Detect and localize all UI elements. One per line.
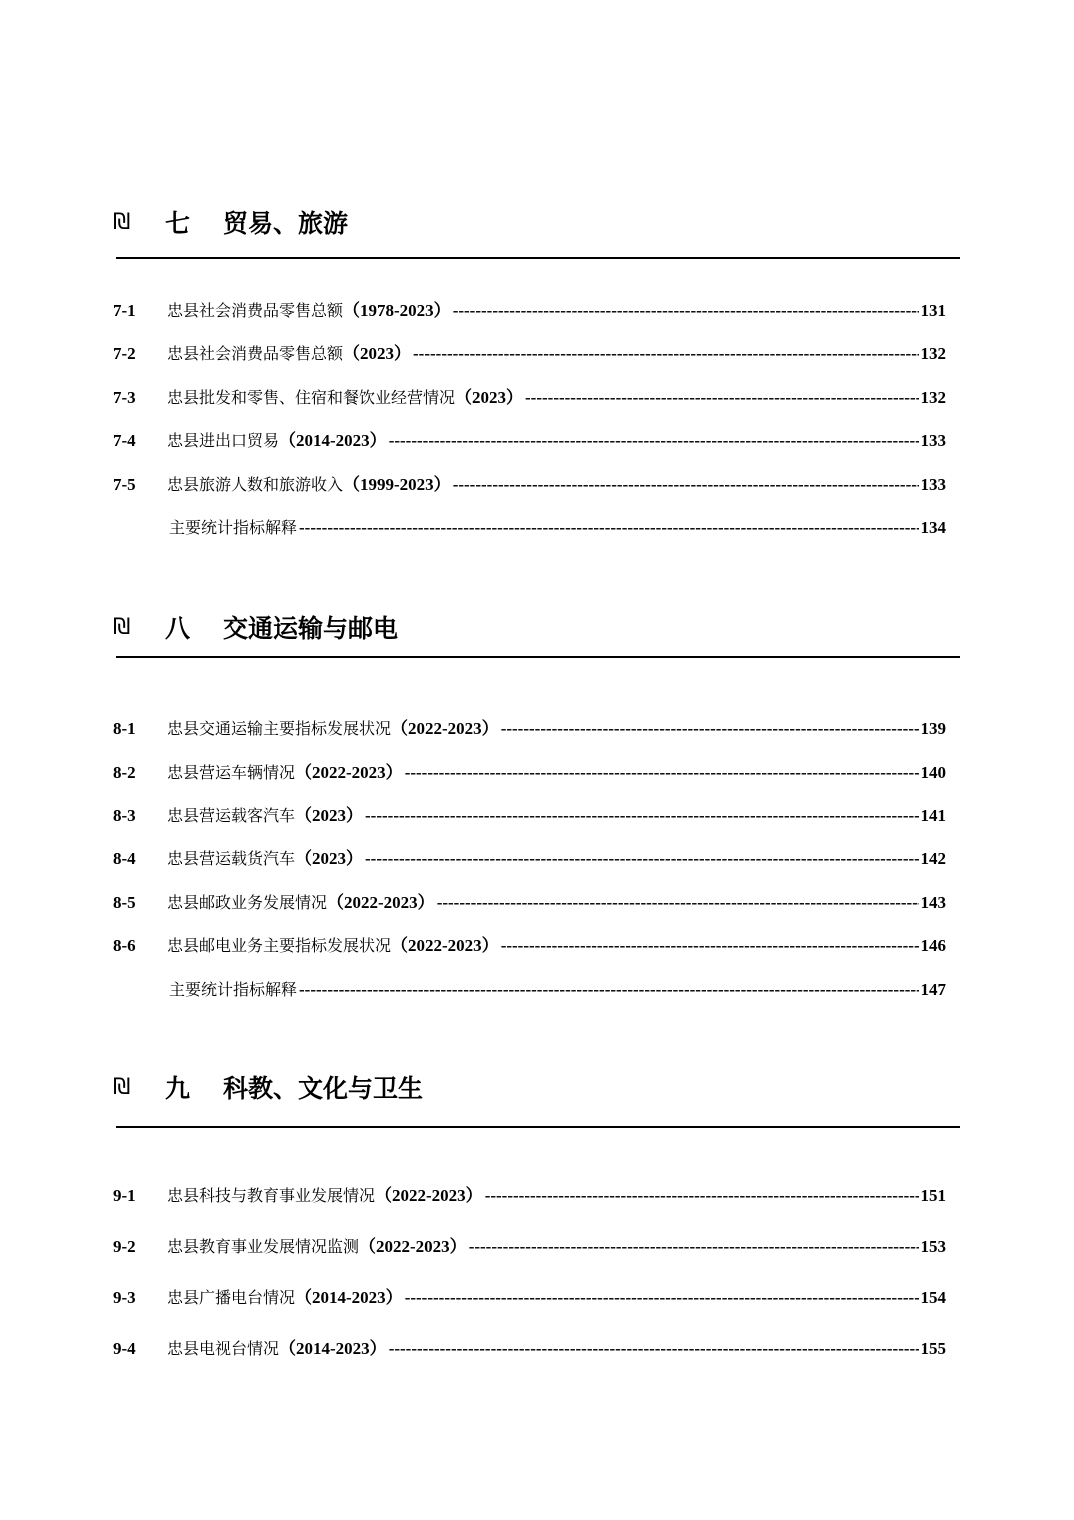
section-divider	[116, 656, 960, 658]
entry-title: 忠县旅游人数和旅游收入	[167, 475, 344, 494]
toc-entry[interactable]	[113, 516, 946, 540]
entry-years: （2022-2023）	[391, 936, 499, 955]
entry-years: （2022-2023）	[375, 1186, 483, 1205]
section-title: 交通运输与邮电	[223, 614, 399, 643]
entry-years: （2022-2023）	[295, 763, 403, 782]
entry-years: （2022-2023）	[359, 1237, 467, 1256]
entry-page: 133	[920, 431, 946, 450]
shekel-icon: ₪	[113, 1074, 131, 1100]
entry-page: 140	[920, 763, 946, 782]
dot-leader	[365, 804, 918, 828]
entry-title: 忠县邮电业务主要指标发展状况	[167, 936, 392, 955]
entry-page: 146	[920, 936, 946, 955]
entry-years: （2023）	[295, 849, 364, 868]
entry-page: 132	[920, 344, 946, 363]
entry-page: 154	[920, 1288, 946, 1307]
section-number: 八	[165, 614, 191, 643]
entry-years: （2014-2023）	[279, 1339, 387, 1358]
entry-page: 133	[920, 475, 946, 494]
dot-leader	[413, 342, 918, 366]
dot-leader	[501, 717, 919, 741]
entry-title: 忠县广播电台情况	[167, 1288, 296, 1307]
entry-number: 7-4	[113, 431, 136, 450]
dot-leader	[405, 1286, 919, 1310]
entry-title: 忠县社会消费品零售总额	[167, 344, 344, 363]
dot-leader	[389, 1337, 919, 1361]
section-title: 贸易、旅游	[223, 209, 349, 238]
entry-title: 忠县营运车辆情况	[167, 763, 296, 782]
section-heading-7	[113, 202, 348, 242]
section-divider	[116, 1126, 960, 1128]
entry-number: 9-3	[113, 1288, 136, 1307]
entry-title: 忠县社会消费品零售总额	[167, 301, 344, 320]
entry-page: 139	[920, 719, 946, 738]
toc-entry[interactable]	[113, 804, 946, 828]
toc-entry[interactable]	[113, 761, 946, 785]
shekel-icon: ₪	[113, 209, 131, 235]
entry-page: 151	[920, 1186, 946, 1205]
dot-leader	[453, 299, 919, 323]
toc-entry[interactable]	[113, 473, 946, 497]
toc-entry[interactable]	[113, 1337, 946, 1361]
toc-entry[interactable]	[113, 717, 946, 741]
section-heading-9	[113, 1067, 423, 1107]
entry-page: 153	[920, 1237, 946, 1256]
toc-entry[interactable]	[113, 299, 946, 323]
entry-page: 142	[920, 849, 946, 868]
entry-years: （1999-2023）	[343, 475, 451, 494]
toc-entry[interactable]	[113, 847, 946, 871]
entry-title: 忠县教育事业发展情况监测	[167, 1237, 360, 1256]
section-divider	[116, 257, 960, 259]
entry-years: （2014-2023）	[295, 1288, 403, 1307]
entry-number: 8-1	[113, 719, 136, 738]
entry-title: 忠县邮政业务发展情况	[167, 893, 328, 912]
entry-number: 7-1	[113, 301, 136, 320]
entry-page: 131	[920, 301, 946, 320]
dot-leader	[485, 1184, 919, 1208]
dot-leader	[453, 473, 919, 497]
entry-page: 147	[920, 980, 946, 999]
entry-years: （2022-2023）	[327, 893, 435, 912]
entry-title: 主要统计指标解释	[169, 518, 298, 537]
entry-page: 143	[920, 893, 946, 912]
entry-page: 141	[920, 806, 946, 825]
entry-title: 忠县批发和零售、住宿和餐饮业经营情况	[167, 388, 456, 407]
entry-number: 8-3	[113, 806, 136, 825]
entry-title: 忠县进出口贸易	[167, 431, 280, 450]
dot-leader	[469, 1235, 919, 1259]
entry-number: 8-5	[113, 893, 136, 912]
shekel-icon: ₪	[113, 614, 131, 640]
toc-entry[interactable]	[113, 1286, 946, 1310]
dot-leader	[405, 761, 919, 785]
entry-number: 9-4	[113, 1339, 136, 1358]
dot-leader	[437, 891, 919, 915]
toc-entry[interactable]	[113, 429, 946, 453]
section-number: 九	[165, 1074, 191, 1103]
entry-number: 7-5	[113, 475, 136, 494]
entry-number: 7-3	[113, 388, 136, 407]
section-heading-8	[113, 607, 398, 647]
entry-number: 8-4	[113, 849, 136, 868]
entry-title: 忠县电视台情况	[167, 1339, 280, 1358]
entry-number: 9-1	[113, 1186, 136, 1205]
entry-years: （2023）	[343, 344, 412, 363]
toc-entry[interactable]	[113, 1184, 946, 1208]
entry-number: 8-6	[113, 936, 136, 955]
dot-leader	[525, 386, 918, 410]
entry-number: 7-2	[113, 344, 136, 363]
toc-entry[interactable]	[113, 386, 946, 410]
entry-number: 8-2	[113, 763, 136, 782]
dot-leader	[365, 847, 918, 871]
toc-entry[interactable]	[113, 934, 946, 958]
entry-number: 9-2	[113, 1237, 136, 1256]
entry-page: 155	[920, 1339, 946, 1358]
entry-title: 忠县科技与教育事业发展情况	[167, 1186, 376, 1205]
toc-entry[interactable]	[113, 342, 946, 366]
dot-leader	[299, 978, 918, 1002]
toc-entry[interactable]	[113, 891, 946, 915]
entry-years: （2023）	[455, 388, 524, 407]
entry-title: 忠县交通运输主要指标发展状况	[167, 719, 392, 738]
dot-leader	[389, 429, 919, 453]
entry-title: 忠县营运载货汽车	[167, 849, 296, 868]
toc-entry[interactable]	[113, 978, 946, 1002]
entry-years: （2014-2023）	[279, 431, 387, 450]
section-title: 科教、文化与卫生	[223, 1074, 424, 1103]
entry-title: 忠县营运载客汽车	[167, 806, 296, 825]
entry-years: （1978-2023）	[343, 301, 451, 320]
entry-title: 主要统计指标解释	[169, 980, 298, 999]
entry-years: （2023）	[295, 806, 364, 825]
dot-leader	[299, 516, 918, 540]
entry-page: 134	[920, 518, 946, 537]
dot-leader	[501, 934, 919, 958]
toc-entry[interactable]	[113, 1235, 946, 1259]
entry-years: （2022-2023）	[391, 719, 499, 738]
entry-page: 132	[920, 388, 946, 407]
section-number: 七	[165, 209, 191, 238]
